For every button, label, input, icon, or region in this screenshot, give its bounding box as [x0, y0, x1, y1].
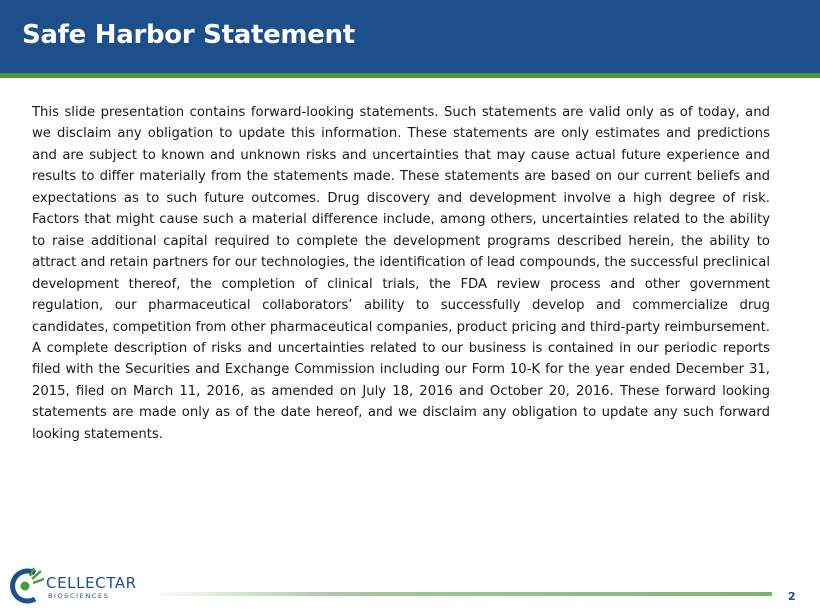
logo-wordmark: CELLECTAR: [46, 574, 137, 592]
logo-subtitle: BIOSCIENCES: [48, 592, 110, 600]
slide-title: Safe Harbor Statement: [22, 20, 355, 50]
safe-harbor-body: This slide presentation contains forward-looking statements. Such statements are valid only as of today, and we disclaim any obligation to update this information. These statements are only estimates and predictions and are subject to known and unknown risks and uncertainties that may cause actual future experience and results to differ materially from the statements made. These statements are based on our current beliefs and expectations as to such future outcomes. Drug discovery and development involve a high degree of risk. Factors that might cause such a material difference include, among others, uncertainties related to the ability to raise additional capital required to complete the development programs described herein, the ability to attract and retain partners for our technologies, the identification of lead compounds, the successful preclinical development thereof, the completion of clinical trials, the FDA review process and other government regulation, our pharmaceutical collaborators’ ability to successfully develop and commercialize drug candidates, competition from other pharmaceutical companies, product pricing and third-party reimbursement. A complete description of risks and uncertainties related to our business is contained in our periodic reports filed with the Securities and Exchange Commission including our Form 10-K for the year ended December 31, 2015, filed on March 11, 2016, as amended on July 18, 2016 and October 20, 2016. These forward looking statements are made only as of the date hereof, and we disclaim any obligation to update any such forward looking statements.: [32, 105, 770, 442]
title-bar: [0, 0, 820, 73]
company-logo: [8, 565, 148, 607]
footer-divider: [150, 592, 772, 596]
logo-mark-icon: [8, 565, 48, 607]
page-number: 2: [788, 590, 796, 603]
title-accent-stripe: [0, 73, 820, 78]
